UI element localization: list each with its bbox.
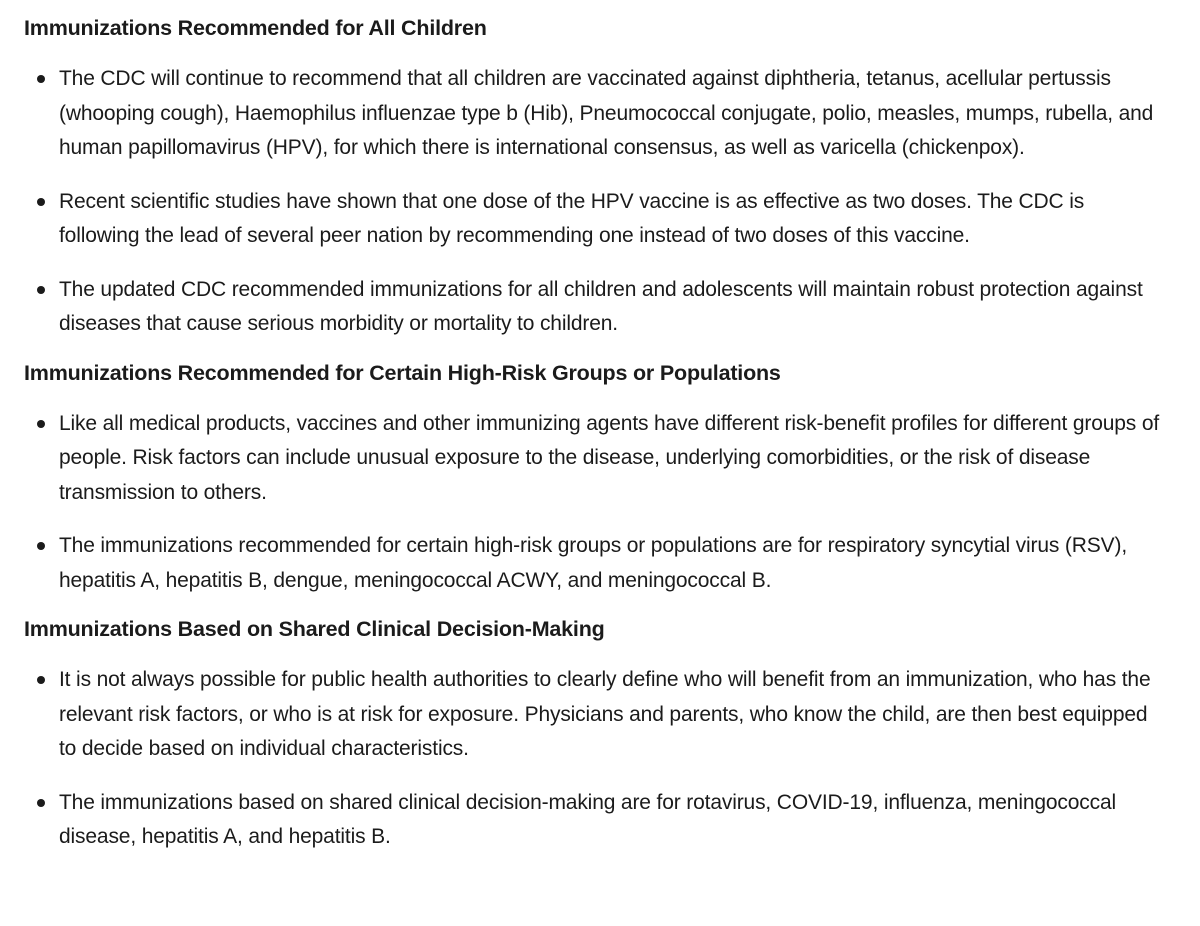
bullet-icon	[37, 286, 45, 294]
bullet-icon	[37, 799, 45, 807]
list-item-text: The immunizations based on shared clinical decision-making are for rotavirus, COVID-19, influenza, meningococcal disease, hepatitis A, and hepatitis B.	[59, 790, 1117, 848]
bullet-icon	[37, 198, 45, 206]
list-item	[24, 407, 1170, 511]
section-heading: Immunizations Recommended for Certain High-Risk Groups or Populations	[24, 360, 781, 385]
list-item	[24, 529, 1170, 598]
list-item	[24, 185, 1170, 254]
bullet-list	[24, 62, 1170, 342]
section-heading: Immunizations Recommended for All Children	[24, 16, 487, 40]
bullet-list	[24, 663, 1170, 855]
section-all-children	[24, 12, 1170, 342]
bullet-icon	[37, 75, 45, 83]
section-heading: Immunizations Based on Shared Clinical Decision-Making	[24, 617, 605, 641]
section-shared-decision-making	[24, 613, 1170, 855]
bullet-icon	[37, 542, 45, 550]
list-item	[24, 62, 1170, 166]
list-item-text: The CDC will continue to recommend that all children are vaccinated against diphtheria, tetanus, acellular pertussis (whooping cough), Haemophilus influenzae type b (Hib), Pneumococcal conjugate, polio, measles, mumps, rubella, and human papillomavirus (HPV), for which there is international consensus, as well as varicella (chickenpox).	[59, 67, 1154, 159]
section-high-risk-groups	[24, 357, 1170, 599]
list-item-text: The updated CDC recommended immunizations for all children and adolescents will maintain robust protection against diseases that cause serious morbidity or mortality to children.	[59, 277, 1143, 335]
list-item	[24, 786, 1170, 855]
list-item	[24, 663, 1170, 767]
bullet-list	[24, 407, 1170, 599]
list-item-text: It is not always possible for public health authorities to clearly define who will benefit from an immunization, who has the relevant risk factors, or who is at risk for exposure. Physicians and parents, who know the child, are then best equipped to decide based on individual characteristics.	[59, 668, 1151, 760]
bullet-icon	[37, 420, 45, 428]
list-item-text: Like all medical products, vaccines and other immunizing agents have different risk-benefit profiles for different groups of people. Risk factors can include unusual exposure to the disease, underlying comorbidities, or the risk of disease transmission to others.	[59, 411, 1160, 504]
list-item	[24, 273, 1170, 342]
list-item-text: The immunizations recommended for certain high-risk groups or populations are for respiratory syncytial virus (RSV), hepatitis A, hepatitis B, dengue, meningococcal ACWY, and meningococcal B.	[59, 534, 1128, 592]
list-item-text: Recent scientific studies have shown that one dose of the HPV vaccine is as effective as two doses. The CDC is following the lead of several peer nation by recommending one instead of two doses of this vaccine.	[59, 189, 1085, 247]
bullet-icon	[37, 676, 45, 684]
